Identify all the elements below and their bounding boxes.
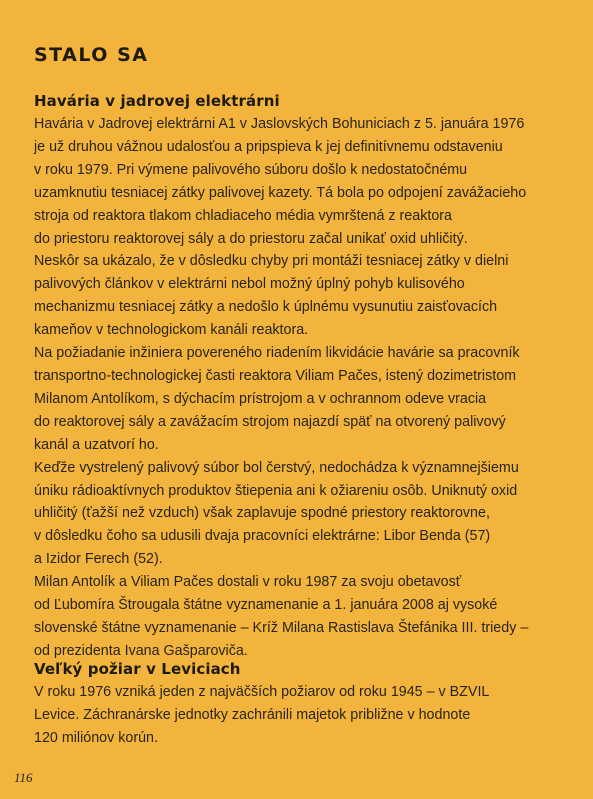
text-line: Havária v Jadrovej elektrárni A1 v Jaslovských Bohuniciach z 5. januára 1976 bbox=[34, 116, 525, 132]
text-line: mechanizmu tesniacej zátky a nedošlo k úplnému vysunutiu zaisťovacích bbox=[34, 299, 498, 316]
text-line: od Ľubomíra Štrougala štátne vyznamenanie a 1. januára 2008 aj vysoké bbox=[34, 597, 498, 614]
text-line: Milan Antolík a Viliam Pačes dostali v roku 1987 za svoju obetavosť bbox=[34, 574, 462, 591]
text-line: je už druhou vážnou udalosťou a pripspieva k jej definitívnemu odstaveniu bbox=[34, 138, 503, 155]
text-line: kameňov v technologickom kanáli reaktora. bbox=[34, 322, 309, 339]
text-line: Na požiadanie inžiniera povereného riadením likvidácie havárie sa pracovník bbox=[34, 345, 520, 362]
text-line: uhličitý (ťažší než vzduch) však zaplavuje spodné priestory reaktorovne, bbox=[34, 505, 490, 522]
text-line: do reaktorovej sály a zavážacím strojom najazdí späť na otvorený palivový bbox=[34, 413, 506, 430]
text-line: do priestoru reaktorovej sály a do priestoru začal unikať oxid uhličitý. bbox=[34, 230, 468, 247]
section-title: STALO SA bbox=[34, 44, 149, 66]
text-line: uzamknutiu tesniacej zátky palivovej kazety. Tá bola po odpojení zavážacieho bbox=[34, 184, 527, 201]
text-line: slovenské štátne vyznamenanie – Kríž Milana Rastislava Štefánika III. triedy – bbox=[34, 619, 529, 636]
article-heading: Havária v jadrovej elektrárni bbox=[34, 92, 280, 110]
article-body bbox=[34, 681, 564, 750]
article-heading: Veľký požiar v Leviciach bbox=[34, 660, 241, 678]
text-line: v dôsledku čoho sa udusili dvaja pracovníci elektrárne: Libor Benda (57) bbox=[34, 528, 491, 545]
text-line: od prezidenta Ivana Gašparoviča. bbox=[34, 642, 248, 659]
article-nuclear-accident bbox=[34, 90, 564, 663]
page-number: 116 bbox=[14, 770, 33, 785]
text-line: úniku rádioaktívnych produktov štiepenia ani k ožiareniu osôb. Uniknutý oxid bbox=[34, 482, 518, 499]
text-line: 120 miliónov korún. bbox=[34, 729, 158, 746]
article-body bbox=[34, 113, 564, 663]
text-line: Keďže vystrelený palivový súbor bol čerstvý, nedochádza k významnejšiemu bbox=[34, 459, 519, 476]
text-line: palivových článkov v elektrárni nebol možný úplný pohyb kulisového bbox=[34, 276, 465, 293]
text-line: a Izidor Ferech (52). bbox=[34, 551, 163, 568]
text-line: transportno-technologickej časti reaktora Viliam Pačes, istený dozimetristom bbox=[34, 367, 517, 384]
text-line: Milanom Antolíkom, s dýchacím prístrojom a v ochrannom odeve vracia bbox=[34, 390, 487, 407]
text-line: Neskôr sa ukázalo, že v dôsledku chyby pri montáži tesniacej zátky v dielni bbox=[34, 253, 509, 270]
text-line: Levice. Záchranárske jednotky zachránili majetok približne v hodnote bbox=[34, 706, 471, 723]
text-line: kanál a uzatvorí ho. bbox=[34, 436, 159, 453]
text-line: V roku 1976 vzniká jeden z najväčších požiarov od roku 1945 – v BZVIL bbox=[34, 684, 490, 700]
text-line: stroja od reaktora tlakom chladiaceho média vymrštená z reaktora bbox=[34, 207, 452, 224]
text-line: v roku 1979. Pri výmene palivového súboru došlo k nedostatočnému bbox=[34, 161, 468, 178]
article-levice-fire bbox=[34, 658, 564, 750]
